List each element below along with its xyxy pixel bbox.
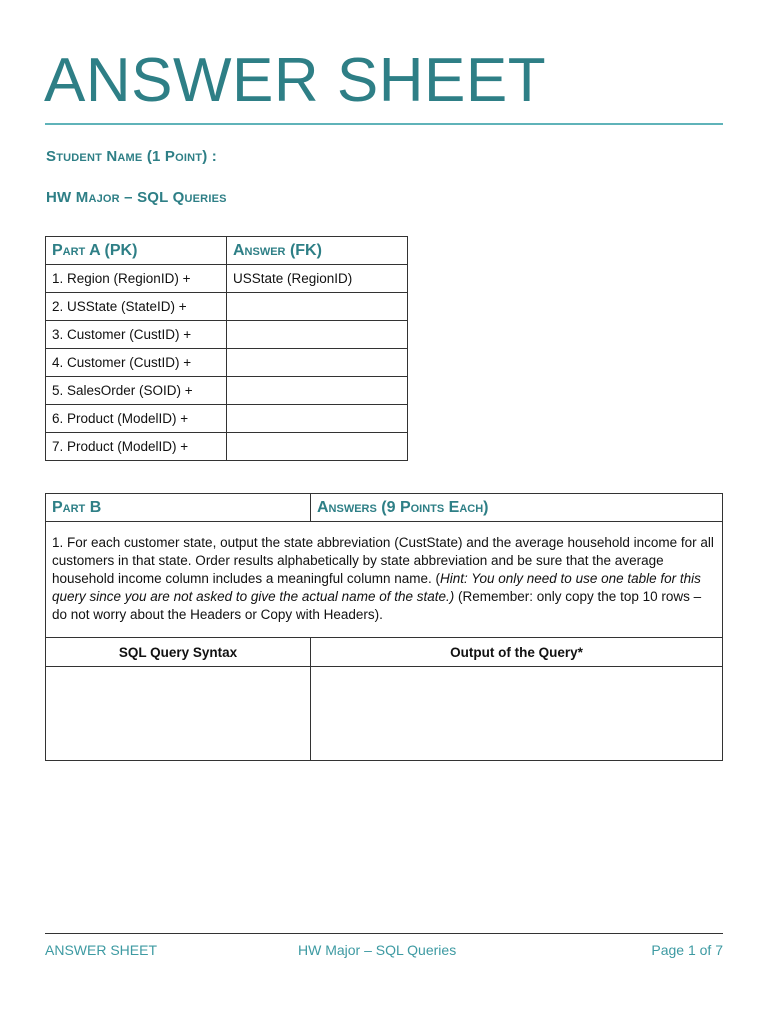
table-row — [46, 293, 408, 321]
table-row — [46, 265, 408, 293]
footer-center: HW Major – SQL Queries — [298, 942, 457, 958]
pk-cell: 1. Region (RegionID) + — [46, 265, 227, 293]
pk-cell: 6. Product (ModelID) + — [46, 405, 227, 433]
question-remember: (Remember: only copy the top 10 rows – do not worry about the Headers or Copy with Headers). — [52, 589, 702, 622]
query-output-answer-cell[interactable] — [311, 667, 723, 761]
answers-header: Answers (9 Points Each) — [311, 494, 723, 522]
title-divider — [45, 123, 723, 125]
pk-cell: 4. Customer (CustID) + — [46, 349, 227, 377]
page-title: ANSWER SHEET — [44, 46, 547, 115]
table-row — [46, 349, 408, 377]
question-hint: Hint: You only need to use one table for this query since you are not asked to give the actual name of the state.) — [52, 571, 701, 604]
fk-cell[interactable] — [227, 377, 408, 405]
table-header-row — [46, 237, 408, 265]
assignment-heading: HW Major – SQL Queries — [46, 189, 227, 206]
sql-syntax-answer-cell[interactable] — [46, 667, 311, 761]
table-row — [46, 405, 408, 433]
footer-page-number: Page 1 of 7 — [651, 942, 723, 958]
part-b-header: Part B — [46, 494, 311, 522]
question-main: 1. For each customer state, output the state abbreviation (CustState) and the average household income for all customers in that state. Order results alphabetically by state abbreviation and be sure that the average household income column includes a meaningful column name. ( — [52, 535, 714, 586]
pk-cell: 7. Product (ModelID) + — [46, 433, 227, 461]
question-1-text — [46, 522, 723, 638]
fk-cell[interactable]: USState (RegionID) — [227, 265, 408, 293]
footer-divider — [45, 933, 723, 934]
answer-row — [46, 667, 723, 761]
student-name-label: Student Name (1 Point) : — [46, 148, 217, 165]
fk-cell[interactable] — [227, 433, 408, 461]
pk-cell: 3. Customer (CustID) + — [46, 321, 227, 349]
table-row — [46, 433, 408, 461]
answer-fk-header: Answer (FK) — [227, 237, 408, 265]
footer-left: ANSWER SHEET — [45, 942, 158, 958]
sub-header-row — [46, 638, 723, 667]
part-a-header: Part A (PK) — [46, 237, 227, 265]
sql-syntax-header: SQL Query Syntax — [46, 638, 311, 667]
query-output-header: Output of the Query* — [311, 638, 723, 667]
question-row — [46, 522, 723, 638]
table-header-row — [46, 494, 723, 522]
fk-cell[interactable] — [227, 405, 408, 433]
pk-cell: 5. SalesOrder (SOID) + — [46, 377, 227, 405]
fk-cell[interactable] — [227, 293, 408, 321]
table-row — [46, 321, 408, 349]
part-b-table — [45, 493, 723, 761]
fk-cell[interactable] — [227, 321, 408, 349]
pk-cell: 2. USState (StateID) + — [46, 293, 227, 321]
fk-cell[interactable] — [227, 349, 408, 377]
part-a-table — [45, 236, 408, 461]
table-row — [46, 377, 408, 405]
